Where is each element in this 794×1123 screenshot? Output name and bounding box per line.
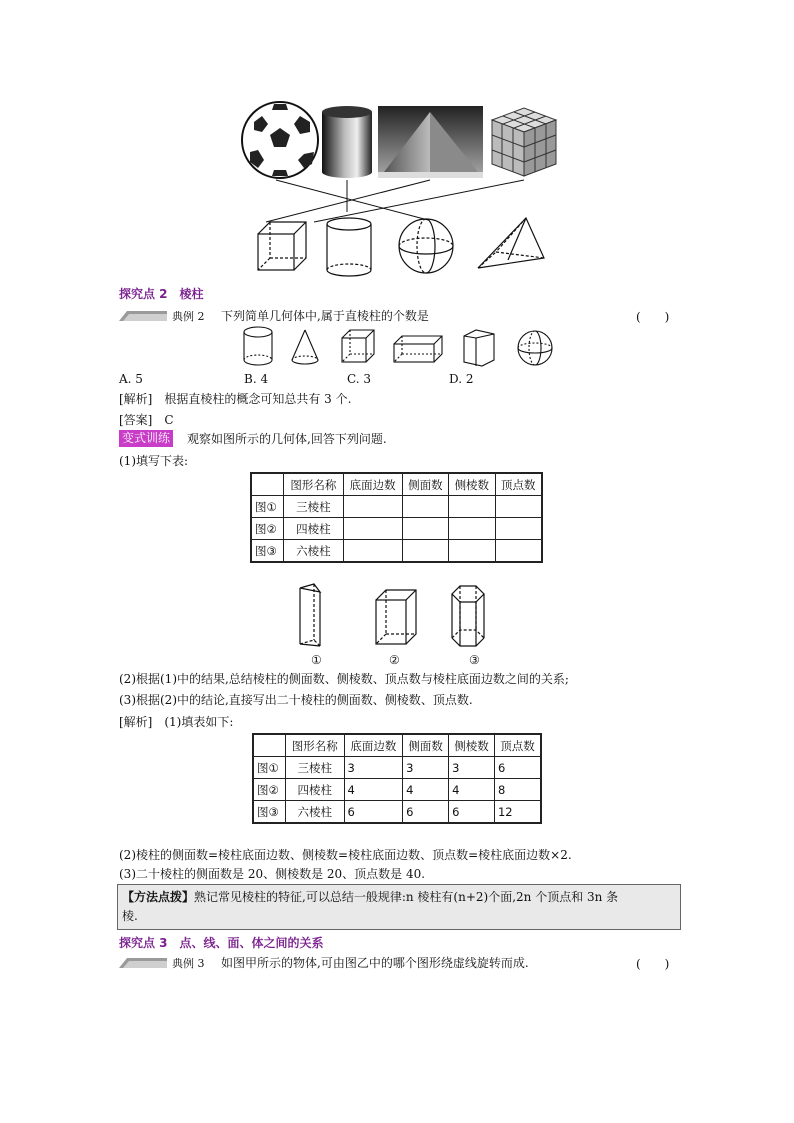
table-cell[interactable] <box>449 518 495 540</box>
table-header-row <box>253 734 541 757</box>
table-cell: 6 <box>449 801 495 824</box>
table-header-cell: 侧面数 <box>402 473 448 496</box>
table-header-cell: 图形名称 <box>285 734 344 757</box>
table-cell: 图① <box>251 496 284 518</box>
answer-table <box>252 733 542 824</box>
rubiks-cube-photo <box>492 108 556 176</box>
question-3: (3)根据(2)中的结论,直接写出二十棱柱的侧面数、侧棱数、顶点数. <box>119 693 473 707</box>
training-tag: 变式训练 <box>119 430 173 447</box>
table-header-cell: 图形名称 <box>284 473 343 496</box>
quadrangular-prism-figure <box>376 590 416 644</box>
answer-text: [答案] C <box>119 413 174 427</box>
answer-3: (3)二十棱柱的侧面数是 20、侧棱数是 20、顶点数是 40. <box>119 867 426 881</box>
solids-matching-figure <box>238 100 558 280</box>
table-header-cell: 底面边数 <box>344 734 403 757</box>
table-cell: 六棱柱 <box>285 801 344 824</box>
question-2: (2)根据(1)中的结果,总结棱柱的侧面数、侧棱数、顶点数与棱柱底面边数之间的关系; <box>119 672 569 686</box>
table-cell: 图③ <box>253 801 285 824</box>
method-tip-text-1: 熟记常见棱柱的特征,可以总结一般规律:n 棱柱有(n+2)个面,2n 个顶点和 3n 条 <box>194 890 619 904</box>
table-cell: 3 <box>403 757 449 779</box>
hexagonal-prism-figure <box>452 586 484 646</box>
pyramid-shape <box>478 218 544 268</box>
cube-shape <box>258 222 306 270</box>
analysis-2: [解析] (1)填表如下: <box>119 715 234 729</box>
table-cell[interactable] <box>495 496 542 518</box>
example-3-question: 如图甲所示的物体,可由图乙中的哪个图形绕虚线旋转而成. <box>221 956 529 970</box>
table-cell: 四棱柱 <box>285 779 344 801</box>
table-cell: 四棱柱 <box>284 518 343 540</box>
table-row <box>251 540 542 563</box>
table-cell: 4 <box>403 779 449 801</box>
example-question: 下列简单几何体中,属于直棱柱的个数是 <box>221 309 429 323</box>
table-header-cell <box>251 473 284 496</box>
answer-bracket-3: ( ) <box>636 957 670 971</box>
table-header-cell: 顶点数 <box>495 473 542 496</box>
example-label: 典例 2 <box>172 310 205 323</box>
table-header-cell: 侧面数 <box>403 734 449 757</box>
table-header-cell: 底面边数 <box>343 473 402 496</box>
table-cell: 三棱柱 <box>284 496 343 518</box>
question-1: (1)填写下表: <box>119 454 189 468</box>
training-question: 观察如图所示的几何体,回答下列问题. <box>187 432 387 446</box>
section-heading-prism: 探究点 2 棱柱 <box>119 287 204 301</box>
table-row <box>253 779 541 801</box>
option-b[interactable]: B. 4 <box>244 372 269 386</box>
table-cell[interactable] <box>449 496 495 518</box>
cylinder-option-icon <box>244 327 272 365</box>
table-cell[interactable] <box>402 540 448 563</box>
table-cell: 6 <box>494 757 541 779</box>
method-tip-text-2: 棱. <box>122 909 138 923</box>
figure-label-1: ① <box>311 653 322 667</box>
table-cell[interactable] <box>343 518 402 540</box>
table-header-cell: 侧棱数 <box>449 734 495 757</box>
blank-table <box>250 472 543 563</box>
table-cell: 4 <box>344 779 403 801</box>
table-cell[interactable] <box>495 540 542 563</box>
table-cell: 图③ <box>251 540 284 563</box>
table-cell: 8 <box>494 779 541 801</box>
table-header-row <box>251 473 542 496</box>
method-tip-box <box>117 884 681 930</box>
answer-2: (2)棱柱的侧面数=棱柱底面边数、侧棱数=棱柱底面边数、顶点数=棱柱底面边数×2. <box>119 848 572 862</box>
cube-option-icon <box>342 330 374 362</box>
table-header-cell: 侧棱数 <box>449 473 495 496</box>
table-row <box>253 801 541 824</box>
section-heading-relations: 探究点 3 点、线、面、体之间的关系 <box>119 936 324 950</box>
table-row <box>251 496 542 518</box>
cylinder-shape <box>327 218 371 276</box>
table-cell: 图② <box>253 779 285 801</box>
analysis-text: [解析] 根据直棱柱的概念可知总共有 3 个. <box>119 392 352 406</box>
sphere-shape <box>399 219 453 273</box>
example-banner-icon <box>119 958 167 968</box>
football-photo <box>242 102 318 178</box>
pentagonal-prism-option-icon <box>464 330 494 366</box>
matching-lines <box>266 180 524 222</box>
cuboid-option-icon <box>394 336 442 362</box>
table-header-cell: 顶点数 <box>494 734 541 757</box>
figure-label-2: ② <box>389 653 400 667</box>
table-cell: 3 <box>449 757 495 779</box>
method-tip-title: 【方法点拨】 <box>122 890 195 904</box>
figure-label-3: ③ <box>469 653 480 667</box>
table-cell[interactable] <box>343 540 402 563</box>
example-banner-icon <box>119 311 167 321</box>
table-cell: 图① <box>253 757 285 779</box>
option-a[interactable]: A. 5 <box>119 372 143 386</box>
table-cell[interactable] <box>495 518 542 540</box>
table-cell: 4 <box>449 779 495 801</box>
table-header-cell <box>253 734 285 757</box>
cone-option-icon <box>292 330 318 364</box>
table-cell[interactable] <box>343 496 402 518</box>
table-cell[interactable] <box>402 496 448 518</box>
table-row <box>253 757 541 779</box>
option-d[interactable]: D. 2 <box>449 372 474 386</box>
option-solids-figure <box>238 324 558 370</box>
table-row <box>251 518 542 540</box>
example-3-label: 典例 3 <box>172 957 205 970</box>
answer-bracket: ( ) <box>636 310 670 324</box>
table-cell: 6 <box>403 801 449 824</box>
table-cell: 3 <box>344 757 403 779</box>
option-c[interactable]: C. 3 <box>347 372 372 386</box>
table-cell: 6 <box>344 801 403 824</box>
cylinder-photo <box>322 106 372 178</box>
table-cell: 三棱柱 <box>285 757 344 779</box>
pyramid-photo <box>378 106 483 178</box>
sphere-option-icon <box>518 331 552 365</box>
table-cell[interactable] <box>449 540 495 563</box>
table-cell: 六棱柱 <box>284 540 343 563</box>
table-cell[interactable] <box>402 518 448 540</box>
table-cell: 12 <box>494 801 541 824</box>
table-cell: 图② <box>251 518 284 540</box>
triangular-prism-figure <box>300 584 320 646</box>
